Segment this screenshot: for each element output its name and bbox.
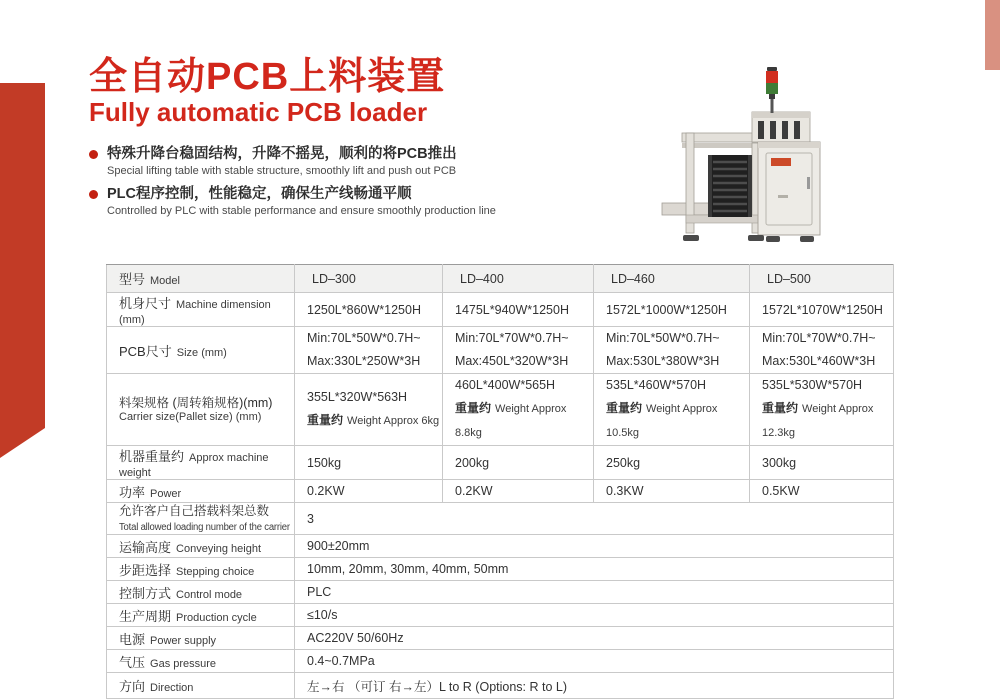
table-cell: Min:70L*50W*0.7H~ Max:530L*380W*3H [594, 327, 750, 374]
row-label: 气压 Gas pressure [107, 650, 295, 673]
row-label: 步距选择 Stepping choice [107, 558, 295, 581]
feature-text-cn: 特殊升降台稳固结构，升降不摇晃，顺利的将PCB推出 [107, 146, 457, 162]
table-cell: 1572L*1070W*1250H [750, 293, 894, 327]
header-model-ld460: LD–460 [594, 265, 750, 293]
machine-illustration [640, 55, 900, 250]
row-label: 电源 Power supply [107, 627, 295, 650]
table-cell: 1572L*1000W*1250H [594, 293, 750, 327]
table-cell: 10mm, 20mm, 30mm, 40mm, 50mm [295, 558, 894, 581]
feeder-head-unit [752, 112, 810, 142]
row-total-allowed [107, 503, 894, 535]
row-pcb-size [107, 327, 894, 374]
table-cell: 300kg [750, 446, 894, 480]
row-power-supply [107, 627, 894, 650]
table-cell: PLC [295, 581, 894, 604]
row-label: 生产周期 Production cycle [107, 604, 295, 627]
table-cell: 535L*460W*570H 重量约 Weight Approx 10.5kg [594, 374, 750, 446]
row-label: PCB尺寸 Size (mm) [107, 327, 295, 374]
feature-text-en: Controlled by PLC with stable performance and ensure smoothly production line [107, 205, 496, 217]
row-gas-pressure [107, 650, 894, 673]
row-machine-dimension [107, 293, 894, 327]
feature-text [107, 185, 496, 218]
feature-list [89, 145, 569, 225]
table-cell: 左→右 （可订 右→左）L to R (Options: R to L) [295, 673, 894, 699]
feature-item [89, 145, 569, 178]
bullet-icon [89, 190, 98, 199]
table-cell: 0.2KW [295, 480, 443, 503]
page-title-en: Fully automatic PCB loader [89, 97, 428, 127]
table-cell: 355L*320W*563H 重量约 Weight Approx 6kg [295, 374, 443, 446]
bullet-icon [89, 150, 98, 159]
machine-feet [683, 235, 814, 242]
brand-logo [771, 158, 791, 166]
page-title-cn: 全自动PCB上料装置 [89, 56, 446, 98]
table-cell: AC220V 50/60Hz [295, 627, 894, 650]
product-photo [640, 55, 900, 250]
row-label: 料架规格 (周转箱规格)(mm) Carrier size(Pallet size) (mm) [107, 374, 295, 446]
header-model-label: 型号 Model [107, 265, 295, 293]
row-label: 控制方式 Control mode [107, 581, 295, 604]
tower-light-icon [766, 67, 778, 113]
table-cell: 535L*530W*570H 重量约 Weight Approx 12.3kg [750, 374, 894, 446]
table-cell: 0.3KW [594, 480, 750, 503]
table-cell: 0.4~0.7MPa [295, 650, 894, 673]
row-direction [107, 673, 894, 699]
table-cell: Min:70L*70W*0.7H~ Max:450L*320W*3H [443, 327, 594, 374]
row-control-mode [107, 581, 894, 604]
row-label: 方向 Direction [107, 673, 295, 699]
top-right-red-bar [985, 0, 1000, 70]
row-production-cycle [107, 604, 894, 627]
row-machine-weight [107, 446, 894, 480]
table-cell: 250kg [594, 446, 750, 480]
table-cell: 1475L*940W*1250H [443, 293, 594, 327]
feature-text-cn: PLC程序控制，性能稳定，确保生产线畅通平顺 [107, 186, 412, 202]
row-stepping-choice [107, 558, 894, 581]
row-label: 功率 Power [107, 480, 295, 503]
table-cell: Min:70L*50W*0.7H~ Max:330L*250W*3H [295, 327, 443, 374]
feature-text [107, 145, 457, 178]
table-cell: 3 [295, 503, 894, 535]
table-header-row [107, 265, 894, 293]
row-carrier-size [107, 374, 894, 446]
table-cell: 460L*400W*565H 重量约 Weight Approx 8.8kg [443, 374, 594, 446]
pcb-magazine [708, 155, 752, 217]
table-cell: 0.2KW [443, 480, 594, 503]
table-cell: Min:70L*70W*0.7H~ Max:530L*460W*3H [750, 327, 894, 374]
header-model-ld300: LD–300 [295, 265, 443, 293]
table-cell: 1250L*860W*1250H [295, 293, 443, 327]
table-cell: ≤10/s [295, 604, 894, 627]
table-cell: 150kg [295, 446, 443, 480]
header-model-ld400: LD–400 [443, 265, 594, 293]
row-conveying-height [107, 535, 894, 558]
row-label: 机身尺寸 Machine dimension (mm) [107, 293, 295, 327]
left-red-ribbon [0, 83, 45, 458]
table-cell: 200kg [443, 446, 594, 480]
row-label: 运输高度 Conveying height [107, 535, 295, 558]
header-model-ld500: LD–500 [750, 265, 894, 293]
row-label: 机器重量约 Approx machine weight [107, 446, 295, 480]
page-header [89, 56, 445, 126]
table-cell: 900±20mm [295, 535, 894, 558]
feature-item [89, 185, 569, 218]
control-cabinet [758, 142, 820, 235]
row-power [107, 480, 894, 503]
table-cell: 0.5KW [750, 480, 894, 503]
feature-text-en: Special lifting table with stable structure, smoothly lift and push out PCB [107, 165, 457, 177]
row-label: 允许客户自己搭载料架总数 Total allowed loading number of the carrier [107, 503, 295, 535]
spec-table [106, 264, 894, 699]
